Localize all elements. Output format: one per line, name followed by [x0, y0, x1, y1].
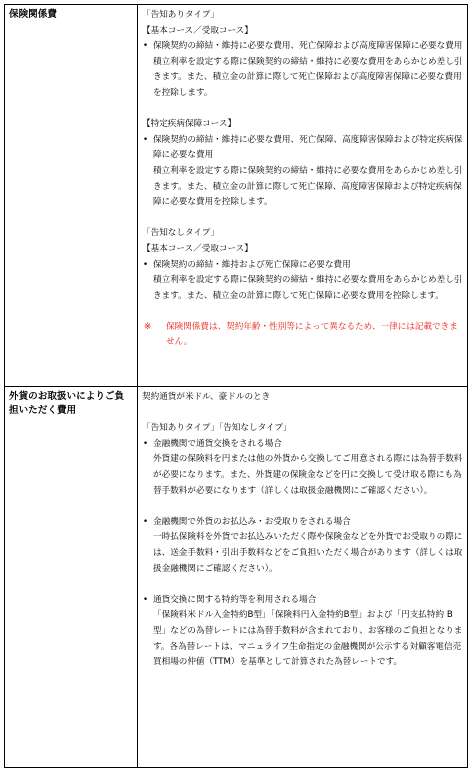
bullet-text: 保険契約の締結・維持および死亡保障に必要な費用	[153, 259, 351, 270]
bullet-text: 保険契約の締結・維持に必要な費用、死亡保障、高度障害保障および特定疾病保障に必要な費用	[153, 134, 463, 161]
bullet-icon: •	[143, 41, 149, 52]
bullet-text: 金融機関で外貨のお払込み・お受取りをされる場合	[153, 516, 351, 527]
bullet-text: 通貨交換に関する特約等を利用される場合	[153, 594, 317, 605]
heading-line: 【特定疾病保障コース】	[142, 119, 237, 130]
spacer	[142, 304, 463, 320]
bullet-text: 金融機関で通貨交換をされる場合	[153, 438, 282, 449]
note-mark: ※	[144, 321, 152, 332]
fee-table	[4, 4, 468, 768]
heading-line: 契約通貨が米ドル、豪ドルのとき	[142, 392, 271, 402]
detail-text: 積立利率を設定する際に保険契約の締結・維持に必要な費用をあらかじめ差し引きます。また、積立金の計算に際して死亡保障および高度障害保障に必要な費用を控除します。	[153, 56, 463, 98]
row-label: 保険関係費	[5, 5, 138, 387]
heading-line: 【基本コース／受取コース】	[142, 243, 253, 254]
heading-line: 「告知ありタイプ」	[142, 10, 219, 20]
note-text: 保険関係費は、契約年齢・性別等によって異なるため、一律には記載できません。	[166, 321, 458, 348]
row-content	[138, 387, 468, 768]
bullet-item	[142, 515, 463, 531]
detail-text: 外貨建の保険料を円または他の外貨から交換してご用意される際には為替手数料が必要になります。また、外貨建の保険金などを円に交換して受け取る際にも為替手数料が必要になります（詳しくは取扱金融機関にご確認ください）。	[153, 454, 463, 496]
bullet-item	[142, 133, 463, 164]
bullet-item	[142, 39, 463, 55]
bullet-icon: •	[143, 438, 149, 449]
spacer	[142, 102, 463, 118]
row-content	[138, 5, 468, 387]
spacer	[142, 499, 463, 515]
spacer	[142, 211, 463, 227]
detail-text: 積立利率を設定する際に保険契約の締結・維持に必要な費用をあらかじめ差し引きます。また、積立金の計算に際して死亡保障、高度障害保障および特定疾病保障に必要な費用を控除します。	[153, 165, 463, 208]
bullet-icon: •	[143, 516, 149, 527]
table-row	[5, 387, 468, 768]
bullet-item	[142, 593, 463, 609]
spacer	[142, 406, 463, 422]
detail-text: 一時払保険料を外貨でお払込みいただく際や保険金などを外貨でお受取りの際には、送金手数料・引出手数料などをご負担いただく場合があります（詳しくは取扱金融機関にご確認ください）。	[153, 532, 463, 574]
heading-line: 「告知なしタイプ」	[142, 228, 219, 239]
bullet-text: 保険契約の締結・維持に必要な費用、死亡保障および高度障害保障に必要な費用	[153, 41, 463, 52]
heading-line: 【基本コース／受取コース】	[142, 25, 253, 36]
bullet-icon: •	[143, 259, 149, 270]
row-label: 外貨のお取扱いによりご負担いただく費用	[5, 387, 138, 768]
bullet-icon: •	[143, 594, 149, 605]
bullet-item	[142, 437, 463, 453]
detail-text: 「保険料米ドル入金特約B型」「保険料円入金特約B型」および「円支払特約 B 型」などの為替レートには為替手数料が含まれており、お客様のご負担となります。各為替レートは、マニュライフ生命指定の金融機関が公示する対顧客電信売買相場の仲値（TTM）を基準として計算された為替レートです。	[153, 610, 463, 668]
note	[142, 320, 463, 351]
table-row	[5, 5, 468, 387]
spacer	[142, 577, 463, 593]
heading-line: 「告知ありタイプ」「告知なしタイプ」	[142, 423, 292, 434]
detail-text: 積立利率を設定する際に保険契約の締結・維持に必要な費用をあらかじめ差し引きます。また、積立金の計算に際して死亡保障に必要な費用を控除します。	[153, 275, 463, 301]
bullet-icon: •	[143, 134, 149, 145]
bullet-item	[142, 258, 463, 274]
